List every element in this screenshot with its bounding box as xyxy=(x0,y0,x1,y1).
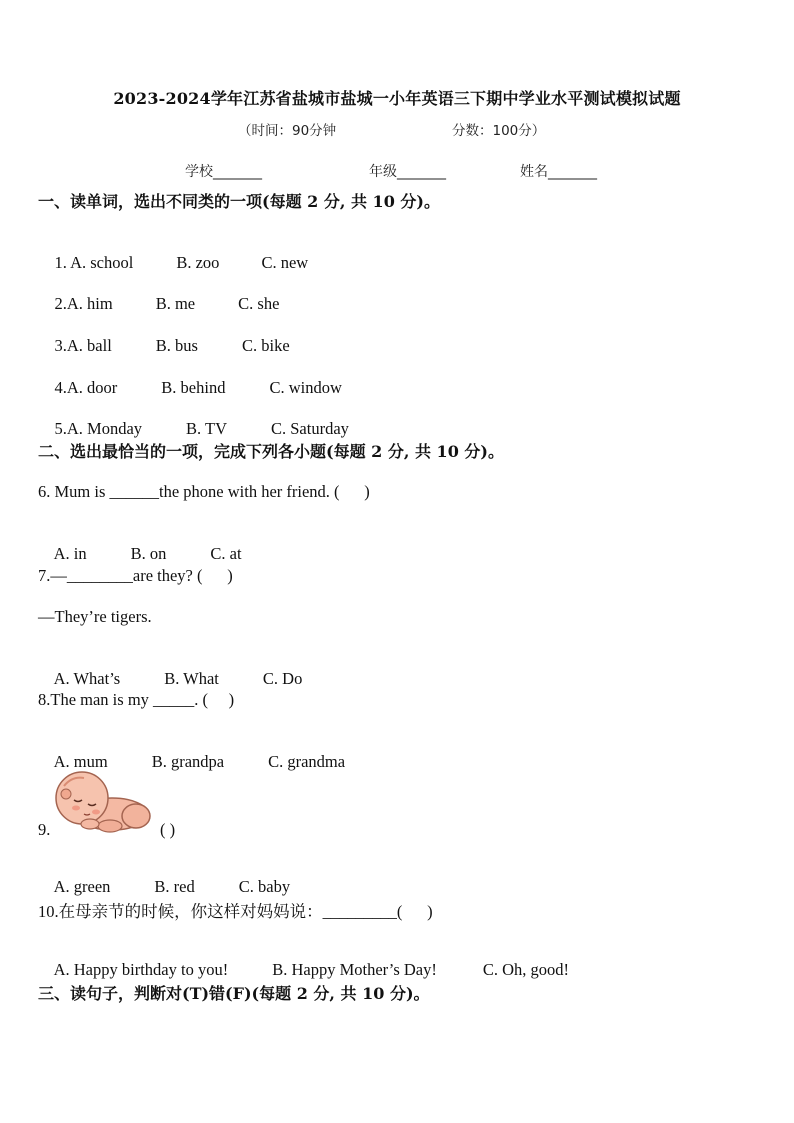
question-3-option-b[interactable]: B. bus xyxy=(155,336,198,355)
question-4-option-a[interactable]: 4.A. door xyxy=(54,378,118,397)
question-5-option-a[interactable]: 5.A. Monday xyxy=(54,419,143,438)
question-2-option-b[interactable]: B. me xyxy=(155,294,196,313)
question-10-stem: 10.在母亲节的时候，你这样对妈妈说：_________( ) xyxy=(38,902,433,921)
question-7-option-a[interactable]: A. What’s xyxy=(53,669,121,688)
question-7-option-b[interactable]: B. What xyxy=(164,669,219,688)
question-1-option-c[interactable]: C. new xyxy=(261,253,309,272)
exam-time: （时间：90分钟 xyxy=(238,123,337,139)
question-9-option-a[interactable]: A. green xyxy=(53,877,111,896)
name-field[interactable]: 姓名_______ xyxy=(520,164,597,180)
question-6-option-c[interactable]: C. at xyxy=(210,544,242,563)
exam-score: 分数：100分） xyxy=(452,123,546,139)
question-10-option-b[interactable]: B. Happy Mother’s Day! xyxy=(272,960,437,979)
question-7-reply: —They’re tigers. xyxy=(38,607,152,626)
question-1-option-a[interactable]: 1. A. school xyxy=(54,253,134,272)
question-6-option-a[interactable]: A. in xyxy=(53,544,87,563)
question-3-option-a[interactable]: 3.A. ball xyxy=(54,336,112,355)
question-8-option-b[interactable]: B. grandpa xyxy=(151,752,225,771)
sleeping-baby-image xyxy=(50,770,154,834)
question-8-option-a[interactable]: A. mum xyxy=(53,752,108,771)
grade-field[interactable]: 年级_______ xyxy=(369,164,446,180)
question-8-option-c[interactable]: C. grandma xyxy=(268,752,346,771)
question-7-option-c[interactable]: C. Do xyxy=(262,669,303,688)
question-3-option-c[interactable]: C. bike xyxy=(241,336,290,355)
section-3-title: 三、读句子，判断对(T)错(F)(每题 2 分, 共 10 分)。 xyxy=(38,984,430,1003)
section-1-title: 一、读单词，选出不同类的一项(每题 2 分, 共 10 分)。 xyxy=(38,192,440,211)
question-10-option-c[interactable]: C. Oh, good! xyxy=(482,960,570,979)
question-1-option-b[interactable]: B. zoo xyxy=(176,253,220,272)
question-2-option-a[interactable]: 2.A. him xyxy=(54,294,113,313)
page-title: 2023-2024学年江苏省盐城市盐城一小年英语三下期中学业水平测试模拟试题 xyxy=(113,89,681,108)
question-4-option-b[interactable]: B. behind xyxy=(161,378,226,397)
school-field[interactable]: 学校_______ xyxy=(185,164,262,180)
question-9-number: 9. xyxy=(38,820,51,839)
question-9-option-b[interactable]: B. red xyxy=(154,877,195,896)
question-5-option-b[interactable]: B. TV xyxy=(186,419,227,438)
question-6-stem: 6. Mum is ______the phone with her friend. ( ) xyxy=(38,482,370,501)
question-9-option-c[interactable]: C. baby xyxy=(238,877,291,896)
question-8-stem: 8.The man is my _____. ( ) xyxy=(38,690,235,709)
question-5-option-c[interactable]: C. Saturday xyxy=(271,419,349,438)
question-9-answer-paren[interactable]: ( ) xyxy=(160,820,176,839)
section-2-title: 二、选出最恰当的一项，完成下列各小题(每题 2 分, 共 10 分)。 xyxy=(38,442,504,461)
question-7-stem: 7.—________are they? ( ) xyxy=(38,566,233,585)
question-4-option-c[interactable]: C. window xyxy=(269,378,342,397)
question-6-option-b[interactable]: B. on xyxy=(130,544,167,563)
question-2-option-c[interactable]: C. she xyxy=(238,294,280,313)
question-10-option-a[interactable]: A. Happy birthday to you! xyxy=(53,960,229,979)
